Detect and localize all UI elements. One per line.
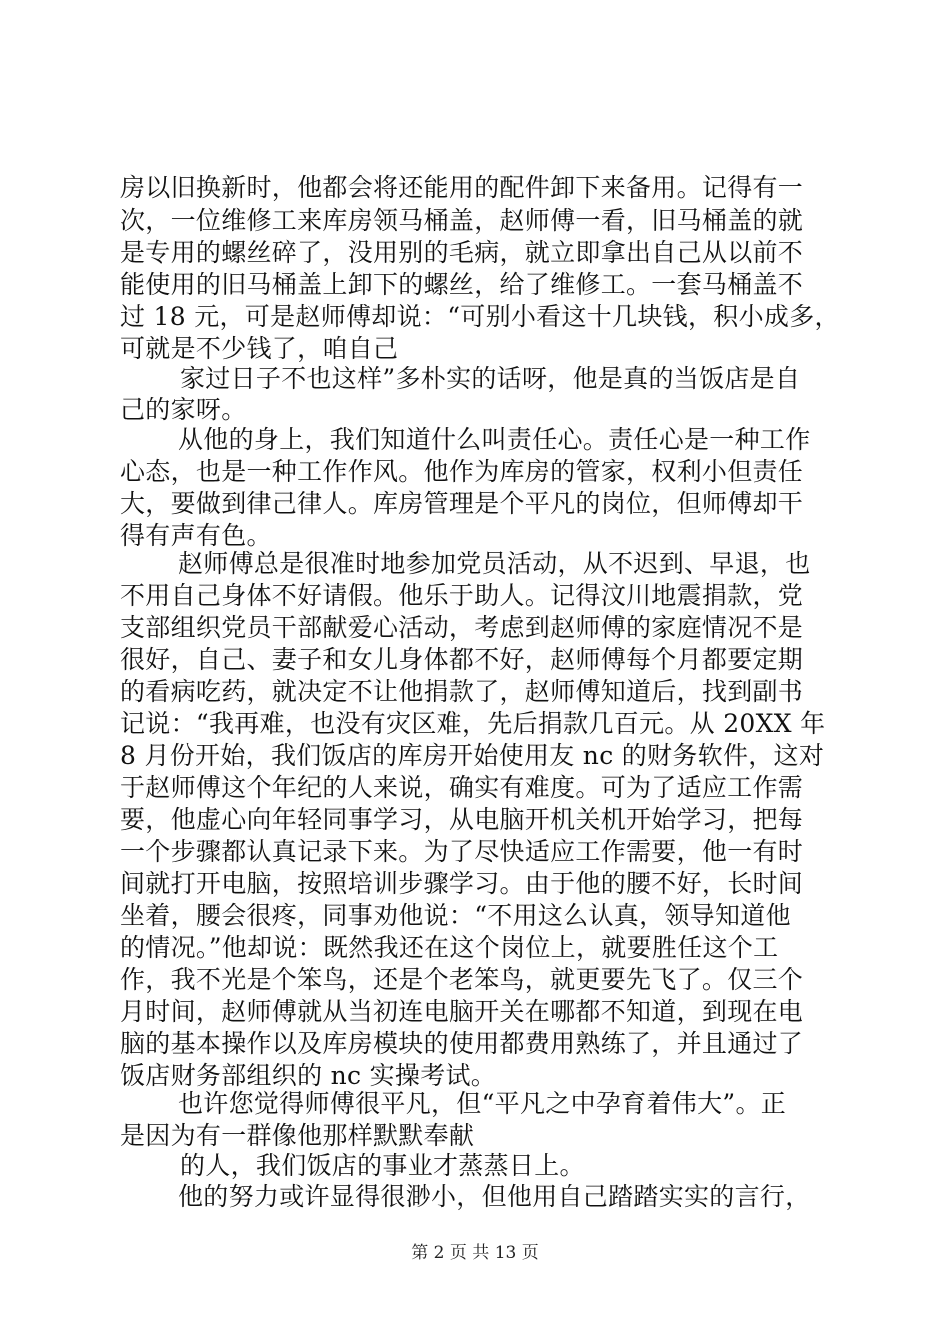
text-line: 他的努力或许显得很渺小，但他用自己踏踏实实的言行， <box>178 1182 811 1211</box>
text-line: 饭店财务部组织的 nc 实操考试。 <box>120 1061 497 1090</box>
text-line: 的人，我们饭店的事业才蒸蒸日上。 <box>180 1151 585 1180</box>
page-footer: 第 2 页 共 13 页 <box>411 1243 539 1263</box>
text-line: 赵师傅总是很准时地参加党员活动，从不迟到、早退，也 <box>178 549 811 578</box>
text-line: 间就打开电脑，按照培训步骤学习。由于他的腰不好，长时间 <box>120 869 804 898</box>
text-line: 得有声有色。 <box>120 521 272 550</box>
text-line: 很好，自己、妻子和女儿身体都不好，赵师傅每个月都要定期 <box>120 645 804 674</box>
text-line: 记说：“我再难，也没有灾区难，先后捐款几百元。从 20XX 年 <box>120 709 826 738</box>
text-line: 也许您觉得师傅很平凡，但“平凡之中孕育着伟大”。正 <box>178 1089 787 1118</box>
text-line: 可就是不少钱了，咱自己 <box>120 334 399 363</box>
text-line: 8 月份开始，我们饭店的库房开始使用友 nc 的财务软件，这对 <box>120 741 825 770</box>
text-line: 从他的身上，我们知道什么叫责任心。责任心是一种工作 <box>178 425 811 454</box>
text-line: 能使用的旧马桶盖上卸下的螺丝，给了维修工。一套马桶盖不 <box>120 270 804 299</box>
text-line: 的看病吃药，就决定不让他捐款了，赵师傅知道后，找到副书 <box>120 677 804 706</box>
text-line: 一个步骤都认真记录下来。为了尽快适应工作需要，他一有时 <box>120 837 804 866</box>
text-line: 坐着，腰会很疼，同事劝他说：“不用这么认真，领导知道他 <box>120 901 791 930</box>
text-line: 房以旧换新时，他都会将还能用的配件卸下来备用。记得有一 <box>120 173 804 202</box>
text-line: 月时间，赵师傅就从当初连电脑开关在哪都不知道，到现在电 <box>120 997 804 1026</box>
text-line: 心态，也是一种工作作风。他作为库房的管家，权利小但责任 <box>120 457 804 486</box>
text-line: 次，一位维修工来库房领马桶盖，赵师傅一看，旧马桶盖的就 <box>120 206 804 235</box>
text-line: 大，要做到律己律人。库房管理是个平凡的岗位，但师傅却干 <box>120 489 804 518</box>
text-line: 己的家呀。 <box>120 395 247 424</box>
text-line: 过 18 元，可是赵师傅却说：“可别小看这十几块钱，积小成多， <box>120 302 840 331</box>
text-line: 家过日子不也这样”多朴实的话呀，他是真的当饭店是自 <box>180 364 801 393</box>
text-line: 是因为有一群像他那样默默奉献 <box>120 1121 475 1150</box>
text-line: 作，我不光是个笨鸟，还是个老笨鸟，就更要先飞了。仅三个 <box>120 965 804 994</box>
text-line: 是专用的螺丝碎了，没用别的毛病，就立即拿出自己从以前不 <box>120 238 804 267</box>
text-line: 不用自己身体不好请假。他乐于助人。记得汶川地震捐款，党 <box>120 581 804 610</box>
text-line: 脑的基本操作以及库房模块的使用都费用熟练了，并且通过了 <box>120 1029 804 1058</box>
text-line: 支部组织党员干部献爱心活动，考虑到赵师傅的家庭情况不是 <box>120 613 804 642</box>
text-line: 要，他虚心向年轻同事学习，从电脑开机关机开始学习，把每 <box>120 805 804 834</box>
text-line: 的情况。”他却说：既然我还在这个岗位上，就要胜任这个工 <box>120 933 779 962</box>
text-line: 于赵师傅这个年纪的人来说，确实有难度。可为了适应工作需 <box>120 773 804 802</box>
